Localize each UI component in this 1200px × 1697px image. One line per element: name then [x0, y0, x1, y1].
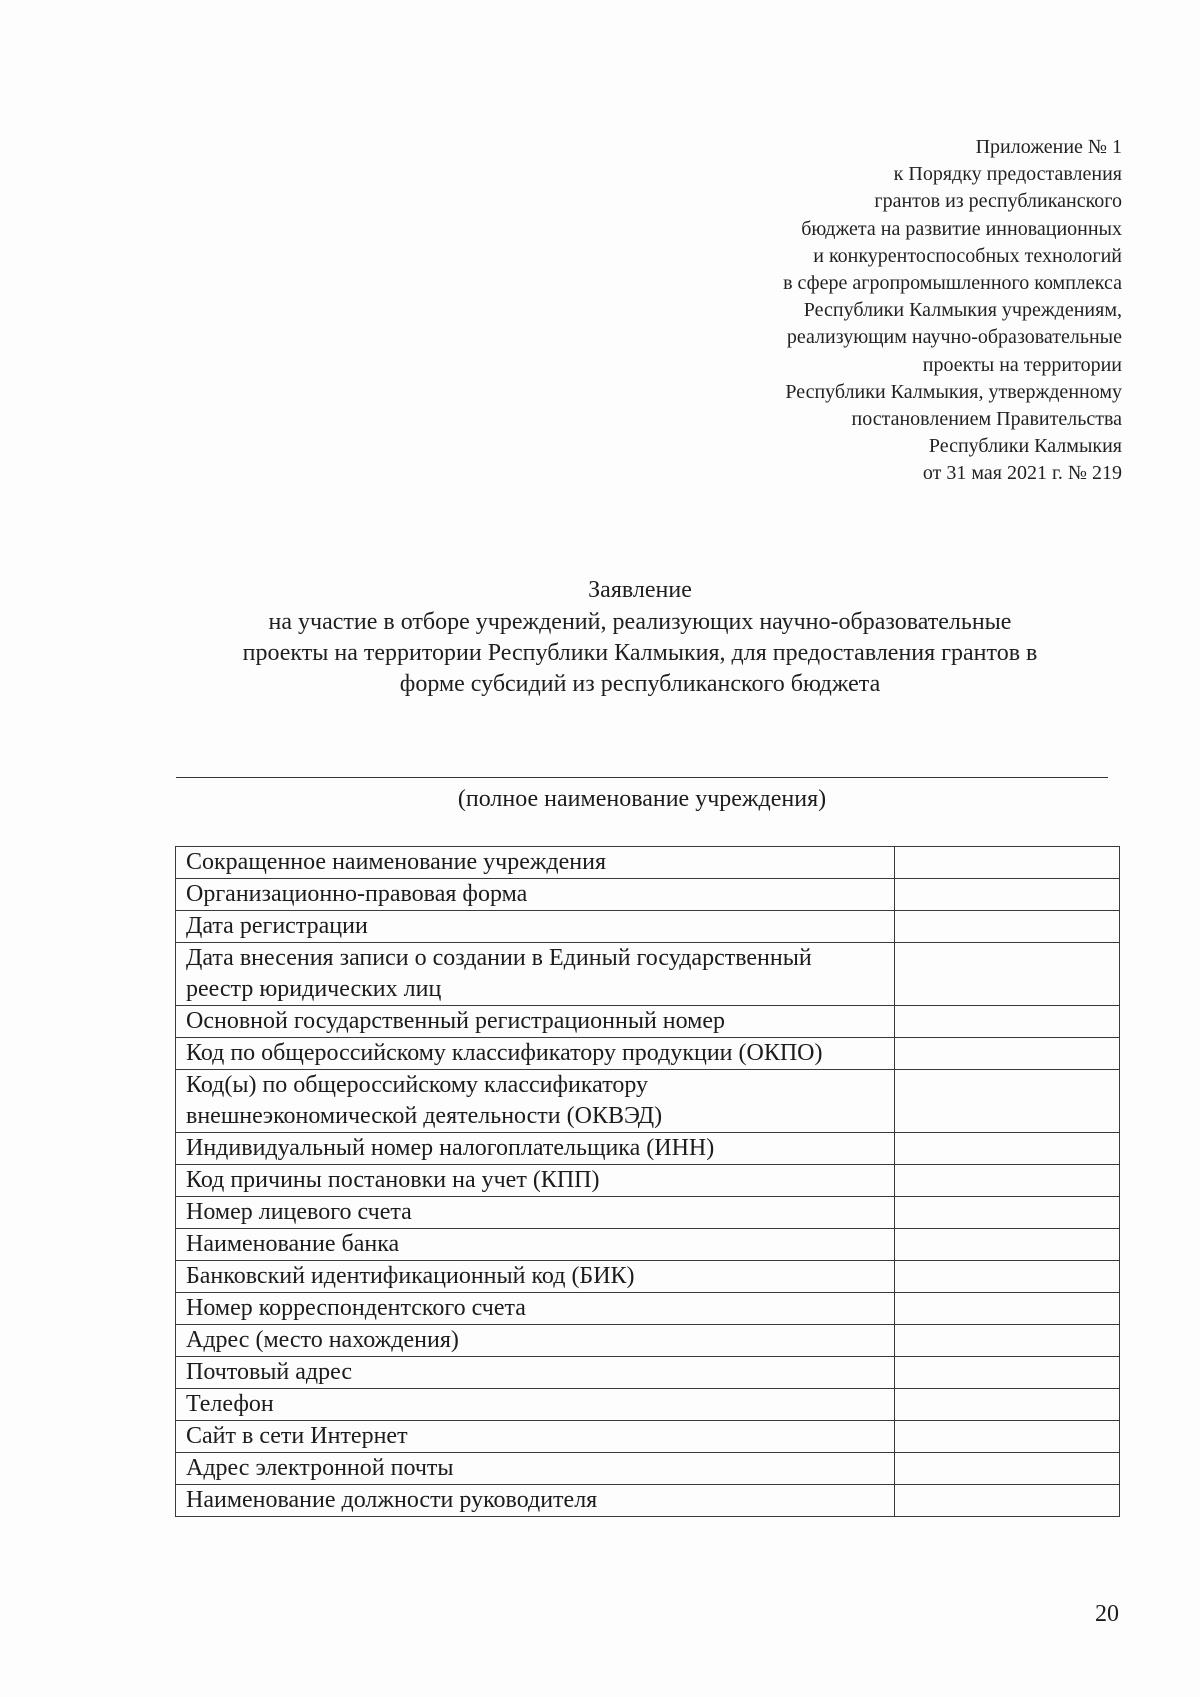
table-row — [176, 1485, 1120, 1517]
table-row — [176, 943, 1120, 1006]
row-label: Банковский идентификационный код (БИК) — [176, 1261, 895, 1293]
table-row — [176, 911, 1120, 943]
row-label: Основной государственный регистрационный номер — [176, 1006, 895, 1038]
row-label: Адрес электронной почты — [176, 1453, 895, 1485]
row-label: Наименование должности руководителя — [176, 1485, 895, 1517]
row-value-cell[interactable] — [894, 1261, 1119, 1293]
row-label: Код по общероссийскому классификатору продукции (ОКПО) — [176, 1038, 895, 1070]
row-label: Сайт в сети Интернет — [176, 1421, 895, 1453]
appendix-line: и конкурентоспособных технологий — [813, 244, 1122, 267]
appendix-line: в сфере агропромышленного комплекса — [783, 272, 1122, 295]
row-value-cell[interactable] — [894, 1389, 1119, 1421]
table-row — [176, 1229, 1120, 1261]
row-value-cell[interactable] — [894, 1357, 1119, 1389]
row-value-cell[interactable] — [894, 1197, 1119, 1229]
row-value-cell[interactable] — [894, 1133, 1119, 1165]
table-row — [176, 1293, 1120, 1325]
appendix-line: к Порядку предоставления — [893, 163, 1122, 186]
appendix-line: проекты на территории — [922, 353, 1122, 376]
appendix-line: Республики Калмыкия, утвержденному — [785, 380, 1122, 403]
row-label: Индивидуальный номер налогоплательщика (ИНН) — [176, 1133, 895, 1165]
appendix-reference — [602, 134, 1122, 488]
row-value-cell[interactable] — [894, 1038, 1119, 1070]
table-row — [176, 1261, 1120, 1293]
row-value-cell[interactable] — [894, 1229, 1119, 1261]
row-value-cell[interactable] — [894, 847, 1119, 879]
table-row — [176, 1197, 1120, 1229]
table-row — [176, 1165, 1120, 1197]
table-row — [176, 847, 1120, 879]
table-row — [176, 1133, 1120, 1165]
institution-full-name-caption: (полное наименование учреждения) — [457, 786, 827, 812]
table-row — [176, 1070, 1120, 1133]
requisites-table — [175, 846, 1120, 1517]
title-main: Заявление — [588, 577, 692, 603]
row-label: Номер лицевого счета — [176, 1197, 895, 1229]
table-row — [176, 1357, 1120, 1389]
row-label: Организационно-правовая форма — [176, 879, 895, 911]
title-line: проекты на территории Республики Калмыкия, для предоставления грантов в — [242, 640, 1038, 666]
row-value-cell[interactable] — [894, 1453, 1119, 1485]
row-value-cell[interactable] — [894, 879, 1119, 911]
row-value-cell[interactable] — [894, 1006, 1119, 1038]
row-label: Код причины постановки на учет (КПП) — [176, 1165, 895, 1197]
table-row — [176, 1389, 1120, 1421]
row-value-cell[interactable] — [894, 1421, 1119, 1453]
row-label: Телефон — [176, 1389, 895, 1421]
row-label: Дата внесения записи о создании в Единый государственный реестр юридических лиц — [176, 943, 895, 1006]
row-value-cell[interactable] — [894, 1070, 1119, 1133]
table-row — [176, 1325, 1120, 1357]
row-value-cell[interactable] — [894, 943, 1119, 1006]
appendix-line: от 31 мая 2021 г. № 219 — [922, 462, 1122, 485]
row-value-cell[interactable] — [894, 1293, 1119, 1325]
table-row — [176, 1421, 1120, 1453]
appendix-line: постановлением Правительства — [851, 408, 1122, 431]
row-value-cell[interactable] — [894, 1485, 1119, 1517]
row-value-cell[interactable] — [894, 1325, 1119, 1357]
row-label: Код(ы) по общероссийскому классификатору внешнеэкономической деятельности (ОКВЭД) — [176, 1070, 895, 1133]
table-row — [176, 879, 1120, 911]
appendix-line: грантов из республиканского — [874, 190, 1122, 213]
row-value-cell[interactable] — [894, 1165, 1119, 1197]
row-value-cell[interactable] — [894, 911, 1119, 943]
row-label: Сокращенное наименование учреждения — [176, 847, 895, 879]
table-row — [176, 1006, 1120, 1038]
row-label: Дата регистрации — [176, 911, 895, 943]
row-label: Адрес (место нахождения) — [176, 1325, 895, 1357]
appendix-line: Республики Калмыкия — [928, 435, 1122, 458]
appendix-line: реализующим научно-образовательные — [786, 326, 1122, 349]
appendix-line: Республики Калмыкия учреждениям, — [803, 299, 1122, 322]
appendix-line: Приложение № 1 — [975, 136, 1122, 158]
table-row — [176, 1038, 1120, 1070]
row-label: Номер корреспондентского счета — [176, 1293, 895, 1325]
appendix-line: бюджета на развитие инновационных — [801, 217, 1122, 240]
row-label: Почтовый адрес — [176, 1357, 895, 1389]
table-row — [176, 1453, 1120, 1485]
document-title — [160, 575, 1120, 700]
institution-full-name-line[interactable] — [176, 777, 1108, 778]
title-line: на участие в отборе учреждений, реализующих научно-образовательные — [268, 609, 1012, 635]
row-label: Наименование банка — [176, 1229, 895, 1261]
page-number: 20 — [1095, 1601, 1119, 1627]
title-line: форме субсидий из республиканского бюджета — [399, 671, 881, 697]
